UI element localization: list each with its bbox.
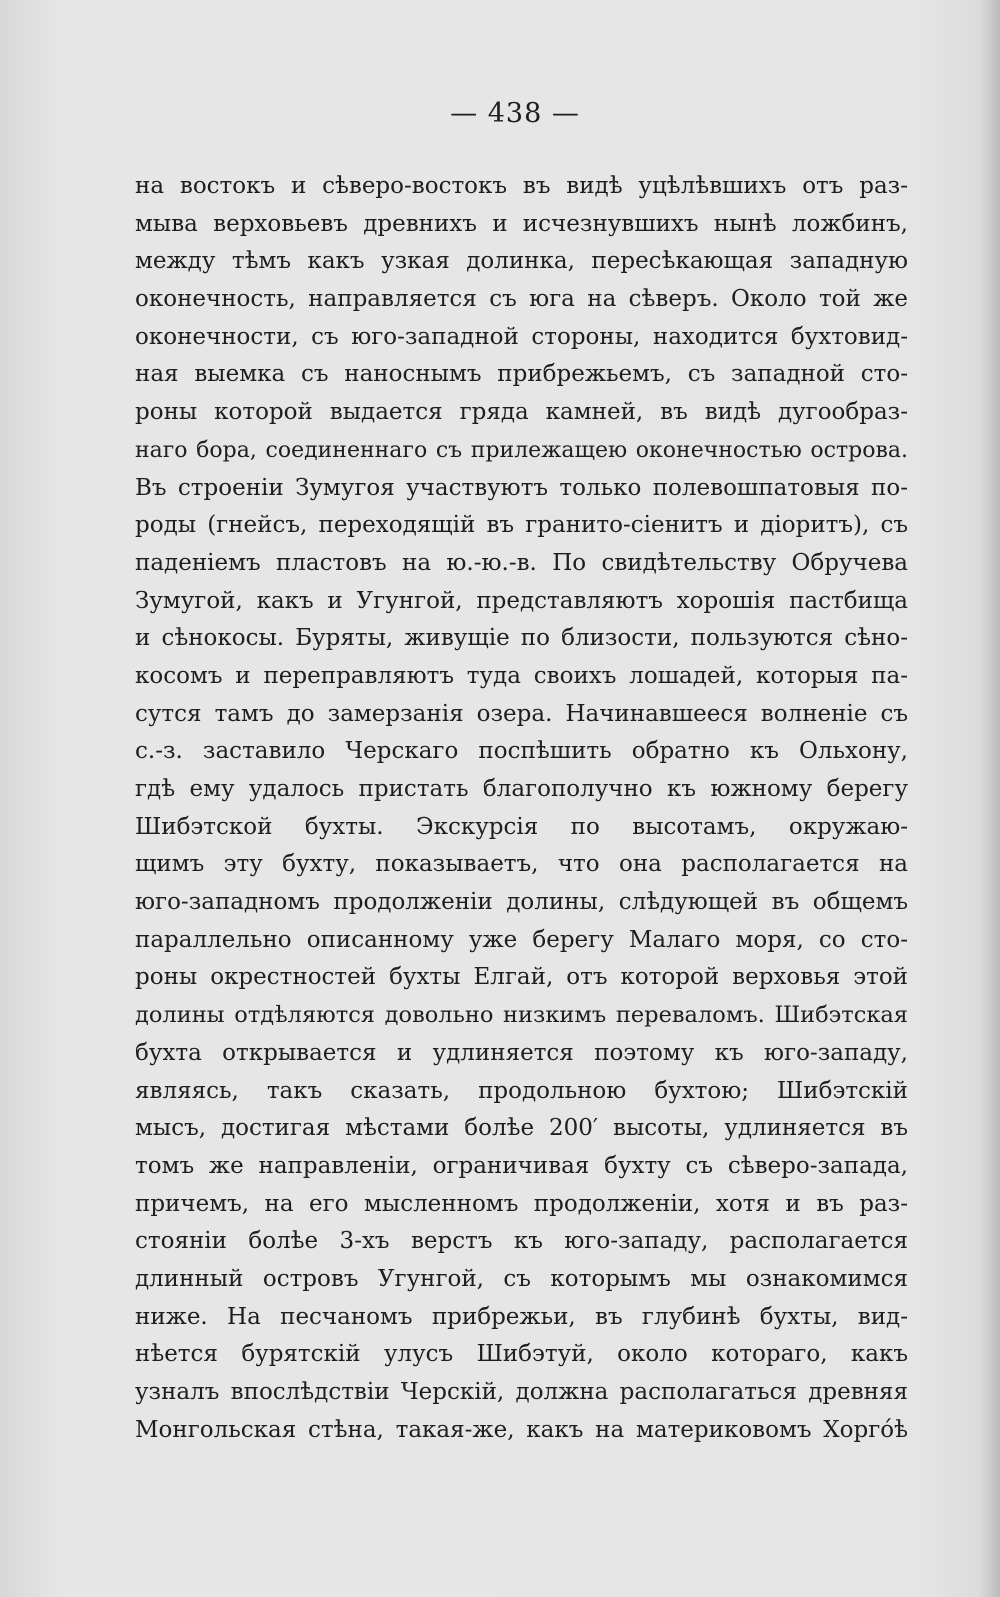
text-line: гдѣ ему удалось пристать благополучно къ южному берегу xyxy=(135,776,908,802)
text-line: оконечности, съ юго-западной стороны, находится бухтовид- xyxy=(135,323,908,350)
text-line: с.-з. заставило Черскаго поспѣшить обратно къ Ольхону, xyxy=(135,738,908,765)
text-line: косомъ и переправляютъ туда своихъ лошадей, которыя па- xyxy=(135,662,908,689)
text-line: ная выемка съ наноснымъ прибрежьемъ, съ западной сто- xyxy=(135,361,908,388)
text-line: Зумугой, какъ и Угунгой, представляютъ хорошія пастбища xyxy=(135,587,908,614)
text-line: роды (гнейсъ, переходящій въ гранито-сіенитъ и діоритъ), съ xyxy=(135,512,908,539)
text-line: длинный островъ Угунгой, съ которымъ мы ознакомимся xyxy=(135,1265,908,1292)
text-line: причемъ, на его мысленномъ продолженіи, хотя и въ раз- xyxy=(135,1190,908,1217)
text-line: стояніи болѣе 3-хъ верстъ къ юго-западу, располагается xyxy=(135,1228,908,1255)
text-line: мыва верховьевъ древнихъ и исчезнувшихъ нынѣ ложбинъ, xyxy=(135,210,908,237)
text-line: томъ же направленіи, ограничивая бухту съ сѣверо-запада, xyxy=(135,1152,908,1179)
text-line: на востокъ и сѣверо-востокъ въ видѣ уцѣлѣвшихъ отъ раз- xyxy=(135,173,908,199)
text-line: являясь, такъ сказать, продольною бухтою; Шибэтскій xyxy=(135,1077,908,1104)
text-line: ниже. На песчаномъ прибрежьи, въ глубинѣ бухты, вид- xyxy=(135,1303,908,1330)
text-line: узналъ впослѣдствіи Черскій, должна располагаться древняя xyxy=(135,1379,908,1405)
text-line: бухта открывается и удлиняется поэтому къ юго-западу, xyxy=(135,1039,908,1066)
text-line: Монгольская стѣна, такая-же, какъ на материковомъ Хоргóѣ xyxy=(135,1416,908,1443)
body-text xyxy=(135,168,908,1449)
text-line: Въ строеніи Зумугоя участвуютъ только полевошпатовыя по- xyxy=(135,474,908,501)
text-line: оконечность, направляется съ юга на сѣверъ. Около той же xyxy=(135,286,908,313)
page-number: — 438 — xyxy=(450,98,580,129)
text-line: наго бора, соединеннаго съ прилежащею оконечностью острова. xyxy=(135,437,908,463)
text-line: роны окрестностей бухты Елгай, отъ которой верховья этой xyxy=(135,964,908,991)
text-line: и сѣнокосы. Буряты, живущіе по близости, пользуются сѣно- xyxy=(135,625,908,652)
text-line: паденіемъ пластовъ на ю.-ю.-в. По свидѣтельству Обручева xyxy=(135,549,908,576)
text-line: сутся тамъ до замерзанія озера. Начинавшееся волненіе съ xyxy=(135,700,908,727)
text-line: параллельно описанному уже берегу Малаго моря, со сто- xyxy=(135,926,908,953)
page-spine-shadow xyxy=(978,0,1000,1597)
text-line: долины отдѣляются довольно низкимъ переваломъ. Шибэтская xyxy=(135,1002,908,1029)
text-line: нѣется бурятскій улусъ Шибэтуй, около котораго, какъ xyxy=(135,1341,908,1368)
text-line: роны которой выдается гряда камней, въ видѣ дугообраз- xyxy=(135,399,908,426)
text-line: между тѣмъ какъ узкая долинка, пересѣкающая западную xyxy=(135,248,908,275)
text-line: юго-западномъ продолженіи долины, слѣдующей въ общемъ xyxy=(135,889,908,916)
text-line: Шибэтской бухты. Экскурсія по высотамъ, окружаю- xyxy=(135,813,908,840)
text-line: щимъ эту бухту, показываетъ, что она располагается на xyxy=(135,851,908,878)
text-line: мысъ, достигая мѣстами болѣе 200′ высоты, удлиняется въ xyxy=(135,1115,908,1142)
